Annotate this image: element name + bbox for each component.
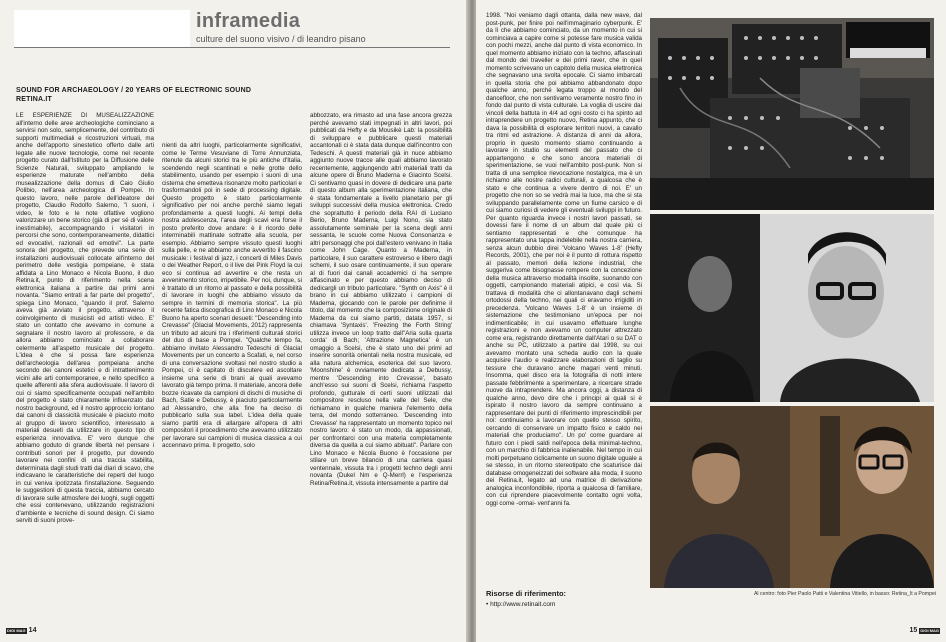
column-3-text: abbozzato, era rimasto ad una fase ancora grezza perché avevamo stati impegnati in altri lavori, poi pubblicati da Hefty e da Mousikè Lab: la possibilità di sviluppare e pubblicare questi materiali accantonati ci è stata data dunque dall'incontro con Tedeschi. A questi materiali già in nuce abbiamo aggiunto nuove tracce alle quali abbiamo lavorato recentemente, aggiungendo altri materiali tratti da alcune opere di Bruno Maderna e Giacinto Scelsi. Ci sentivamo quasi in dovere di dedicare una parte di questo album alla sperimentazione italiana, che è stata fondamentale a livello planetario per gli sviluppi successivi della musica elettronica. Credo che soprattutto il periodo della RAI di Luciano Berio, Bruno Maderna, Luigi Nono, sia stato assolutamente seminale per la scena degli anni sessanta, le scuole come Nuova Consonanza e altri personaggi che poi dall'estero venivano in Italia come John Cage. Quanto a Maderna, in particolare, il suo carattere estroverso e libero dagli schemi, il suo osare continuamente, il suo operare al di fuori dai canali accademici ci ha sempre affascinato e per questo abbiamo deciso di dedicargli un tributo particolare. "Synth on Axis" è il brano in cui abbiamo utilizzato i campioni di Maderna, giocando con le parole per definirne il titolo, dal momento che la composizione originale di Maderna da cui siamo partiti, datata 1957, si chiamava 'Syntaxis'. 'Freezing the Forth String' utilizza invece un loop tratto dall''Aria sulla quarta corda' di Bach; 'Attrazione Magnetica' è un omaggio a Scelsi, che è stato uno dei primi ad inserire sonorità orientali nella nostra musicale, ed alla natura alchemica, esoterica del suo lavoro. 'Moonshine' è ovviamente dedicata a Debussy, mentre 'Descending into Crevasse', basato anch'esso sui suoni di Scelsi, richiama l'aspetto profondo, gutturale di certi suoni utilizzati dal compositore rescluso nella valle del Sele, che richiamano in qualche maniera l'elemento della terra, del mondo sotterraneo. 'Descending into Crevasse' ha rappresentato un momento topico nel nostro lavoro: è stato un modo, da appassionati, per confrontarci con una materia completamente diversa da quella a cui siamo abituati". Parlare con Lino Monaco e Nicola Buono è l'occasione per stilare un breve bilancio di una carriera quasi ventennale, vissuta tra i progetti techno degli anni novanta (Dukel Nm e Q-Merrl) e l'esperienza Retina/Retina.it, vissuta intensamente a partire dal: [310, 112, 452, 487]
photo-caption: Al centro: foto Pier Paolo Patti e Valentina Vitiello, in basso: Retina_It a Pompei: [753, 591, 936, 597]
column-1-text: LE ESPERIENZE DI MUSEALIZZAZIONE all'interno delle aree archeologiche cominciano a servirsi non solo, semplicemente, del contributo di supporti multimediali e ricostruzioni virtuali, ma anche dell'apporto sinestetico offerto dalle arti legate alle nuove tecnologie, come nel recente progetto curato dall'Istituto per la Diffusione delle Scienze Naturali, sviluppato ampliando le esperienze maturate nell'ambito della musealizzazione della domus di Caio Giulio Polibio, nell'area archeologica di Pompei. In questo lavoro, nelle parole dell'ideatore del progetto, Claudio Rodolfo Salerno, "i suoni, i video, le foto e le note olfattive vogliono valorizzare un bene storico (già di per sé di valore inestimabile), accompagnando i visitatori in percorsi che sono, contemporaneamente, didattici ed evocativi, razionali ed emotivi". La parte sonora del progetto, che prevede una serie di installazioni audiovisuali collocate all'interno del perimetro delle vestigia pompeiane, è stata affidata a Lino Monaco e Nicola Buono, il duo Retina.it, punto di riferimento nella scena elettronica italiana a partire dai primi anni novanta. "Siamo entrati a far parte del progetto", spiega Lino Monaco, "quando il prof. Salerno aveva già avviato il progetto, attraverso il coinvolgimento di musicisti ed artisti video. E' stato un contatto che avevamo in comune a segnalare il nostro lavoro al professore, e da allora abbiamo cominciato a collaborare celermente all'aspetto musicale del progetto. L'idea è che si possa fare esperienza dell'archeologia dell'area pompeiana anche secondo dei canoni estetici e di intrattenimento vicini alle arti contemporanee, e nello specifico a quelle afferenti alla sfera audiovisuale. Il lavoro di cui ci siamo specificamente occupati nell'ambito del progetto è stato chiaramente influenzato dal nostro background, ed il nostro approccio lontano dai canoni di classicità musicale è piaciuto molto al gruppo di lavoro scientifico, interessato a materiali desueti da utilizzare in questo tipo di esperienza innovativa. E' vero dunque che abbiamo goduto di grande libertà nel pensare i contributi sonori per il progetto, pur dovendo lavorare nei confini di una traccia stabilita, determinata dagli studi tratti dai diari di scavo, che indicavano le caratteristiche dei reperti del luogo in cui veniva ipotizzata l'installazione. Seguendo le suggestioni di questa traccia, abbiamo cercato di lavorare sulle atmosfere dei luoghi, sugli oggetti che essi contenevano, utilizzando registrazioni d'ambiente e tecniche di sound design. Ci siamo serviti di suoni prove-: [16, 112, 154, 524]
header-logo-area: [14, 10, 190, 47]
column-subtitle: culture del suono visivo / di leandro pisano: [196, 34, 366, 44]
page-folio-right: [910, 627, 940, 634]
resources-link[interactable]: • http://www.retinait.com: [486, 601, 556, 608]
duo-image: [650, 406, 934, 588]
left-page: [0, 0, 468, 642]
article-column-3: [310, 112, 452, 602]
photo-modular-synth: [650, 18, 934, 210]
resources-title: Risorse di riferimento:: [486, 589, 567, 598]
headline-line-1: SOUND FOR ARCHAEOLOGY / 20 YEARS OF ELECTRONIC SOUND: [16, 87, 252, 94]
article-column-1: [16, 112, 154, 602]
page-folio-left: [6, 627, 36, 634]
article-headline: [16, 86, 251, 104]
magazine-logo: DIGI MAG: [7, 627, 26, 633]
synthesizer-image: [650, 18, 934, 210]
right-column-text: 1998. "Noi veniamo dagli ottanta, dalla new wave, dal post-punk, per finire poi nell'immaginario cyberpunk. E' da lì che abbiamo cominciato, da un momento in cui si cominciava a capire come si potesse fare musica valida con pochi mezzi, anche dal punto di vista economico. In quel momento abbiamo iniziato con la techno, affascinati dal mondo dei traveller e dei primi raver, che in quel momento scrivevano un capitolo della musica elettronica che segnavano una svolta epocale. Ci siamo imbarcati in quella storia che poi abbiamo abbandonato dopo qualche anno, perché legata troppo al mondo del dancefloor, che non sentivamo veramente nostro fino in fondo dal punto di vista culturale. La voglia di uscire dai vincoli della battuta in 4/4 ad ogni costo ci ha spinto ad intraprendere un progetto nuovo, Retina appunto, che ci dava la possibilità di esplorare territori nuovi, a cavallo tra ritmi ed astrazione. A distanza di anni da allora, proprio in questo momento stiamo continuando a lavorare in studio su elementi del passato che ci appartengono e che sono ancora materiali di sperimentazione, se vuoi nell'ambito post-punk. Non si tratta di una semplice rievocazione nostalgica, ma è un richiamo alle nostre radici culturali, a qualcosa che è stato e che continua a vivere dentro di noi. E' un progetto che non so se vedrà mai la luce, ma che si sta sviluppando parallelamente come un fiume carsico e di cui siamo curiosi di vedere gli eventuali sviluppi in futuro. Per quanto riguarda invece i nostri lavori passati, se dovessi fare il nome di un album dal quale più ci sentiamo rappresentati e che comunque ha rappresentato una tappa indelebile nella nostra carriera, senza alcun dubbio direi 'Volcano Waves 1-8' (Hefty Records, 2001), che per noi è il punto di rottura rispetto al passato, memori della lezione industrial, che suggeriva come bisognasse rompere con la concezione della musica attraverso modalità insolite, suonando con oggetti, campionando materiali atipici, e così via. Si trattava di modalità che ci allontanavano dagli schemi ortodossi della techno, nei quali ci eravamo irrigiditi in precedenza. 'Volcano Waves 1-8' è un insieme di sistemazione che testimoniano un'epoca per noi indimenticabile; in cui usavamo effettuare lunghe registrazioni e non avevamo un computer attrezzato come era, registrando direttamente dall'Atari o su DAT o anche su PC, utilizzato a partire dal 1998, su cui avevamo montato una scheda audio con la quale acquisire l'audio e realizzare elaborazioni di taglio su tessure che duravano anche magari venti minuti. Insomma, quel disco era la fotografia di notti intere passate febbrilmente a sperimentare, a ricercare strade nuove da intraprendere. Ma ancora oggi, a distanza di qualche anno, devo dire che i principi ai quali si è ispirato il nostro lavoro da sempre continuano a rappresentare dei punti di riferimento imprescindibili per noi: continuiamo a lavorare con quello stesso spirito, cercando di conservare un impatto fisico e caldo nei materiali che produciamo". Un po' come guardare al futuro con i piedi saldi nell'epoca della minimal-techno, con un marchio di fabbrica inalienabile. Nel tempo in cui molti perpetuano ciclicamente un suono digitale uguale a se stesso, in un ritorno stereotipato che scaturisce dai database omogeneizzati dei software alla moda, il suono dei Retina.it, legato ad una matrice di derivazione analogica inconfondibile, riporta a qualcosa di familiare, con cui riprendere piacevolmente contatto ogni volta, oggi come -ormai- vent'anni fa.: [486, 12, 642, 507]
header-rule: [14, 47, 450, 48]
article-column-right: [486, 12, 642, 580]
column-title: inframedia: [196, 10, 301, 32]
page-number: 15: [909, 627, 918, 634]
page-number: 14: [28, 627, 37, 634]
article-column-2: [162, 142, 302, 602]
photo-portraits: [650, 214, 934, 402]
portrait-image: [650, 214, 934, 402]
magazine-logo: DIGI MAG: [920, 627, 939, 633]
right-page: [476, 0, 946, 642]
column-2-text: nienti da altri luoghi, particolarmente significativi, come le Terme Vesuviane di Torre Annunziata, ritenute da alcuni storici tra le più antiche d'Italia, scendendo negli scantinati e nelle grotte dello stabilimento, usando per esempio i suoni di una cisterna che emetteva risonanze molto particolari e trasformandoli poi in sede di processing digitale. Questo progetto è stato particolarmente significativo per noi anche perché siamo legati profondamente a questi luoghi. Ai tempi della nostra adolescenza, l'area degli scavi era forse il posto preferito dove andare: è il ricordo delle interminabili mattinate sottratte alla scuola, per esempio. Abbiamo sempre vissuto questi luoghi sulla pelle, e ne abbiamo anche avvertito il fascino musicale: i festival di jazz, i concerti di Miles Davis o dei Weather Report, o il live dei Pink Floyd la cui eco si continua ad avvertire e che resta un avvenimento storico, irripetibile. Per noi, dunque, si è trattato di un ritorno al passato e della possibilità di lavorare in luoghi che abbiamo vissuto da sempre in termini di memoria storica". La più recente fatica discografica di Lino Monaco e Nicola Buono ha aperto scenari desueti: "Descending into Crevasse" (Glacial Movements, 2012) rappresenta un tributo ad alcuni tra i riferimenti culturali storici del duo di base a Pompei. "Qualche tempo fa, abbiamo invitato Alessandro Tedeschi di Glacial Movements per un concerto a Scafati, e, nel corso di una conversazione svoltasi nel nostro studio a Pompei, ci è capitato di discutere ed ascoltare insieme una serie di brani ai quali avevamo lavorato già tempo prima. Il materiale, ancora delle bozze ricavate da campioni di dischi di musiche di Bach, Satie e Debussy, è piaciuto particolarmente ad Alessandro, che alla fine ha deciso di pubblicarlo sulla sua label. L'idea della quale siamo partiti era di allargare all'opera di altri compositori il procedimento che avevamo utilizzato per lavorare sui campioni di musica classica a cui accennavo prima. Il progetto, solo: [162, 142, 302, 449]
photo-retina-it-pompei: [650, 406, 934, 588]
headline-line-2: RETINA.IT: [16, 96, 53, 103]
